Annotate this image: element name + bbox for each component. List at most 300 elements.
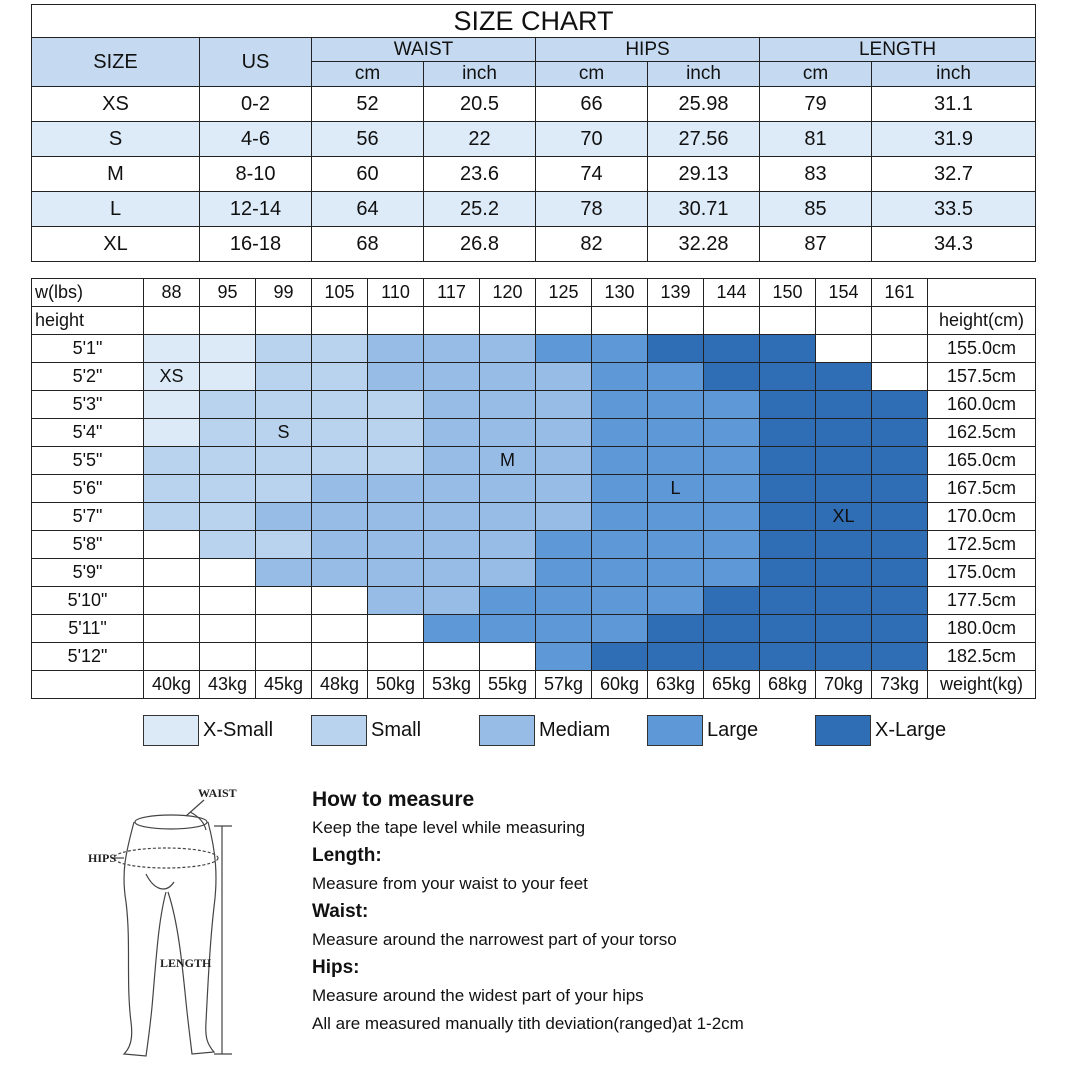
- size-fit-cell: [200, 475, 256, 503]
- size-fit-cell: [592, 615, 648, 643]
- kg-value: 50kg: [368, 671, 424, 699]
- size-fit-cell: [648, 587, 704, 615]
- empty-cell: [928, 279, 1036, 307]
- size-fit-cell: [480, 559, 536, 587]
- size-fit-cell: [648, 615, 704, 643]
- size-fit-cell: [704, 475, 760, 503]
- size-fit-cell: [256, 559, 312, 587]
- size-fit-cell: [816, 475, 872, 503]
- height-cm: 155.0cm: [928, 335, 1036, 363]
- height-cm-label: height(cm): [928, 307, 1036, 335]
- size-cell: 82: [536, 227, 648, 262]
- size-fit-cell: [480, 615, 536, 643]
- size-fit-cell: [592, 391, 648, 419]
- size-fit-cell: [256, 615, 312, 643]
- size-fit-cell: [144, 419, 200, 447]
- legend-item: [647, 714, 758, 747]
- size-fit-cell: [480, 643, 536, 671]
- size-fit-cell: [760, 587, 816, 615]
- legend-swatch: [143, 715, 199, 746]
- lbs-value: 99: [256, 279, 312, 307]
- height-row: [32, 363, 1036, 391]
- lbs-value: 117: [424, 279, 480, 307]
- hips-text: Measure around the widest part of your hips: [312, 986, 644, 1005]
- size-fit-cell: [816, 587, 872, 615]
- size-fit-cell: [200, 503, 256, 531]
- empty-cell: [872, 307, 928, 335]
- size-fit-cell: [536, 447, 592, 475]
- size-fit-cell: [704, 531, 760, 559]
- height-weight-grid: [31, 278, 1036, 699]
- size-fit-cell: [312, 531, 368, 559]
- size-fit-cell: [368, 447, 424, 475]
- size-fit-cell: [424, 559, 480, 587]
- size-fit-cell: [200, 363, 256, 391]
- legend-label: Small: [371, 719, 422, 741]
- size-fit-cell: [760, 615, 816, 643]
- size-fit-cell: [704, 503, 760, 531]
- size-row: [32, 87, 1036, 122]
- size-cell: 31.9: [872, 122, 1036, 157]
- size-cell: L: [32, 192, 200, 227]
- size-fit-cell: [816, 615, 872, 643]
- legend-swatch: [815, 715, 871, 746]
- size-fit-cell: [480, 391, 536, 419]
- size-fit-cell: [760, 503, 816, 531]
- length-figure-label: LENGTH: [160, 956, 212, 970]
- empty-cell: [424, 307, 480, 335]
- legend-item: [479, 714, 610, 747]
- lbs-value: 120: [480, 279, 536, 307]
- weight-lbs-label: w(lbs): [32, 279, 144, 307]
- size-fit-cell: [256, 447, 312, 475]
- size-fit-cell: [480, 475, 536, 503]
- lbs-value: 125: [536, 279, 592, 307]
- size-fit-cell: [536, 559, 592, 587]
- height-ft: 5'3": [32, 391, 144, 419]
- size-fit-cell: [592, 447, 648, 475]
- size-fit-cell: [200, 447, 256, 475]
- size-fit-cell: [256, 643, 312, 671]
- size-fit-cell: [312, 643, 368, 671]
- size-cell: 30.71: [648, 192, 760, 227]
- size-cell: 68: [312, 227, 424, 262]
- legend-label: Large: [707, 719, 759, 741]
- height-row: [32, 643, 1036, 671]
- size-fit-cell: [312, 363, 368, 391]
- lbs-value: 154: [816, 279, 872, 307]
- size-fit-cell: [144, 643, 200, 671]
- us-column-header: US: [200, 38, 312, 87]
- size-fit-cell: [368, 475, 424, 503]
- size-fit-cell: [200, 531, 256, 559]
- size-fit-cell: [144, 587, 200, 615]
- size-fit-cell: [760, 643, 816, 671]
- size-fit-cell: [872, 503, 928, 531]
- size-fit-cell: [536, 587, 592, 615]
- size-fit-cell: [704, 587, 760, 615]
- size-fit-cell: [592, 587, 648, 615]
- size-fit-cell: [368, 503, 424, 531]
- size-cell: 25.98: [648, 87, 760, 122]
- size-cell: 27.56: [648, 122, 760, 157]
- size-fit-cell: [536, 391, 592, 419]
- size-cell: 33.5: [872, 192, 1036, 227]
- size-fit-cell: [424, 419, 480, 447]
- size-chart-title: SIZE CHART: [32, 5, 1036, 38]
- size-fit-cell: [816, 419, 872, 447]
- size-fit-cell: [872, 335, 928, 363]
- size-fit-cell: [424, 335, 480, 363]
- height-row: [32, 503, 1036, 531]
- size-fit-cell: [872, 363, 928, 391]
- kg-value: 40kg: [144, 671, 200, 699]
- size-cell: 74: [536, 157, 648, 192]
- height-row: [32, 531, 1036, 559]
- lbs-value: 161: [872, 279, 928, 307]
- height-ft: 5'12": [32, 643, 144, 671]
- size-fit-cell: [368, 615, 424, 643]
- empty-cell: [536, 307, 592, 335]
- size-fit-cell: [872, 559, 928, 587]
- size-cell: 23.6: [424, 157, 536, 192]
- waist-title: Waist:: [312, 901, 369, 922]
- empty-cell: [816, 307, 872, 335]
- size-fit-cell: [704, 363, 760, 391]
- size-row: [32, 192, 1036, 227]
- size-fit-cell: [144, 391, 200, 419]
- legend-swatch: [647, 715, 703, 746]
- size-fit-cell: [368, 531, 424, 559]
- size-cell: 87: [760, 227, 872, 262]
- length-text: Measure from your waist to your feet: [312, 874, 588, 893]
- empty-cell: [312, 307, 368, 335]
- height-row: [32, 447, 1036, 475]
- size-cell: 16-18: [200, 227, 312, 262]
- legend-label: X-Small: [203, 719, 274, 741]
- size-cell: 56: [312, 122, 424, 157]
- size-fit-cell: [144, 615, 200, 643]
- size-fit-cell: [592, 503, 648, 531]
- size-fit-cell: [648, 503, 704, 531]
- legend-item: [815, 714, 946, 747]
- size-fit-cell: [200, 419, 256, 447]
- size-fit-cell: [592, 363, 648, 391]
- size-fit-cell: [592, 531, 648, 559]
- size-fit-cell: [648, 335, 704, 363]
- size-cell: 4-6: [200, 122, 312, 157]
- size-fit-cell: [816, 447, 872, 475]
- length-column-header: LENGTH: [760, 38, 1036, 62]
- height-cm: 180.0cm: [928, 615, 1036, 643]
- size-cell: 31.1: [872, 87, 1036, 122]
- how-to-measure-title: How to measure: [312, 788, 475, 811]
- size-fit-cell: [872, 587, 928, 615]
- size-fit-cell: [536, 643, 592, 671]
- size-fit-cell: [424, 363, 480, 391]
- size-cell: 60: [312, 157, 424, 192]
- size-fit-cell: [816, 391, 872, 419]
- size-fit-cell: [816, 531, 872, 559]
- size-fit-cell: [200, 587, 256, 615]
- size-fit-cell: [200, 391, 256, 419]
- lbs-value: 110: [368, 279, 424, 307]
- size-fit-cell: [760, 391, 816, 419]
- size-fit-cell: [648, 447, 704, 475]
- size-cell: 12-14: [200, 192, 312, 227]
- height-row: [32, 615, 1036, 643]
- height-row: [32, 475, 1036, 503]
- size-fit-cell: [368, 363, 424, 391]
- height-row: [32, 419, 1036, 447]
- size-fit-cell: [648, 531, 704, 559]
- empty-cell: [592, 307, 648, 335]
- kg-value: 43kg: [200, 671, 256, 699]
- how-to-measure: [312, 786, 1032, 1038]
- size-fit-cell: [424, 587, 480, 615]
- lbs-value: 144: [704, 279, 760, 307]
- size-fit-cell: [424, 615, 480, 643]
- size-fit-cell: [424, 447, 480, 475]
- size-fit-cell: [424, 643, 480, 671]
- size-cell: XL: [32, 227, 200, 262]
- unit-header: cm: [312, 62, 424, 87]
- size-fit-cell: [256, 587, 312, 615]
- size-fit-cell: [872, 475, 928, 503]
- size-fit-cell: [760, 363, 816, 391]
- size-fit-cell: [312, 615, 368, 643]
- size-fit-cell: [536, 531, 592, 559]
- size-fit-cell: [312, 447, 368, 475]
- size-fit-cell: [200, 643, 256, 671]
- size-fit-cell: [872, 419, 928, 447]
- size-fit-cell: [760, 559, 816, 587]
- size-fit-cell: [592, 335, 648, 363]
- height-ft: 5'4": [32, 419, 144, 447]
- empty-cell: [704, 307, 760, 335]
- height-ft: 5'5": [32, 447, 144, 475]
- size-column-header: SIZE: [32, 38, 200, 87]
- size-marker: L: [648, 475, 704, 503]
- size-fit-cell: [144, 475, 200, 503]
- unit-header: cm: [760, 62, 872, 87]
- legend-label: Mediam: [539, 719, 611, 741]
- size-fit-cell: [704, 391, 760, 419]
- size-cell: 81: [760, 122, 872, 157]
- height-row: [32, 587, 1036, 615]
- size-fit-cell: [312, 475, 368, 503]
- size-fit-cell: [760, 531, 816, 559]
- kg-value: 60kg: [592, 671, 648, 699]
- size-fit-cell: [480, 587, 536, 615]
- height-label: height: [32, 307, 144, 335]
- size-fit-cell: [704, 335, 760, 363]
- hips-title: Hips:: [312, 957, 360, 978]
- empty-cell: [144, 307, 200, 335]
- size-row: [32, 227, 1036, 262]
- size-fit-cell: [704, 559, 760, 587]
- size-cell: 8-10: [200, 157, 312, 192]
- height-row: [32, 335, 1036, 363]
- size-fit-cell: [480, 503, 536, 531]
- size-cell: 29.13: [648, 157, 760, 192]
- waist-column-header: WAIST: [312, 38, 536, 62]
- size-fit-cell: [760, 447, 816, 475]
- size-cell: 79: [760, 87, 872, 122]
- size-fit-cell: [704, 447, 760, 475]
- deviation-note: All are measured manually tith deviation(ranged)at 1-2cm: [312, 1014, 744, 1033]
- waist-figure-label: WAIST: [198, 786, 237, 800]
- lbs-row: [32, 279, 1036, 307]
- height-cm: 167.5cm: [928, 475, 1036, 503]
- kg-value: 45kg: [256, 671, 312, 699]
- size-fit-cell: [872, 391, 928, 419]
- empty-cell: [648, 307, 704, 335]
- legend-label: X-Large: [875, 719, 947, 741]
- height-cm: 182.5cm: [928, 643, 1036, 671]
- size-fit-cell: [536, 475, 592, 503]
- lbs-value: 95: [200, 279, 256, 307]
- size-cell: 22: [424, 122, 536, 157]
- size-fit-cell: [648, 559, 704, 587]
- size-fit-cell: [368, 587, 424, 615]
- kg-value: 48kg: [312, 671, 368, 699]
- size-fit-cell: [312, 559, 368, 587]
- legend-swatch: [479, 715, 535, 746]
- kg-row: [32, 671, 1036, 699]
- height-cm: 170.0cm: [928, 503, 1036, 531]
- size-fit-cell: [648, 391, 704, 419]
- unit-header: inch: [648, 62, 760, 87]
- size-fit-cell: [424, 391, 480, 419]
- size-fit-cell: [536, 503, 592, 531]
- lbs-value: 130: [592, 279, 648, 307]
- waist-text: Measure around the narrowest part of your torso: [312, 930, 677, 949]
- size-fit-cell: [872, 531, 928, 559]
- height-ft: 5'8": [32, 531, 144, 559]
- size-fit-cell: [536, 615, 592, 643]
- size-cell: 0-2: [200, 87, 312, 122]
- empty-cell: [368, 307, 424, 335]
- size-fit-cell: [144, 559, 200, 587]
- weight-kg-label: weight(kg): [928, 671, 1036, 699]
- height-cm: 165.0cm: [928, 447, 1036, 475]
- size-fit-cell: [368, 391, 424, 419]
- size-fit-cell: [592, 419, 648, 447]
- size-cell: 20.5: [424, 87, 536, 122]
- size-fit-cell: [816, 363, 872, 391]
- size-fit-cell: [368, 335, 424, 363]
- size-cell: M: [32, 157, 200, 192]
- size-marker: S: [256, 419, 312, 447]
- size-fit-cell: [144, 447, 200, 475]
- size-fit-cell: [424, 475, 480, 503]
- height-cm: 162.5cm: [928, 419, 1036, 447]
- legend-item: [143, 714, 273, 747]
- size-cell: S: [32, 122, 200, 157]
- size-fit-cell: [704, 419, 760, 447]
- size-fit-cell: [760, 475, 816, 503]
- kg-value: 73kg: [872, 671, 928, 699]
- size-cell: 26.8: [424, 227, 536, 262]
- size-cell: 32.28: [648, 227, 760, 262]
- height-row: [32, 559, 1036, 587]
- height-cm: 172.5cm: [928, 531, 1036, 559]
- size-fit-cell: [480, 531, 536, 559]
- legend-item: [311, 714, 421, 747]
- size-fit-cell: [312, 503, 368, 531]
- size-fit-cell: [200, 559, 256, 587]
- size-fit-cell: [424, 531, 480, 559]
- size-fit-cell: [368, 643, 424, 671]
- empty-cell: [32, 671, 144, 699]
- size-fit-cell: [648, 363, 704, 391]
- size-fit-cell: [256, 363, 312, 391]
- hips-figure-label: HIPS: [88, 851, 117, 865]
- kg-value: 70kg: [816, 671, 872, 699]
- size-fit-cell: [368, 419, 424, 447]
- size-fit-cell: [480, 419, 536, 447]
- size-fit-cell: [312, 391, 368, 419]
- size-fit-cell: [872, 615, 928, 643]
- size-fit-cell: [368, 559, 424, 587]
- size-cell: 70: [536, 122, 648, 157]
- size-cell: 34.3: [872, 227, 1036, 262]
- intro-text: Keep the tape level while measuring: [312, 818, 586, 837]
- size-chart-table: [31, 4, 1036, 262]
- size-cell: 64: [312, 192, 424, 227]
- size-fit-cell: [816, 643, 872, 671]
- size-fit-cell: [816, 559, 872, 587]
- size-row: [32, 122, 1036, 157]
- length-title: Length:: [312, 845, 382, 866]
- size-marker: XS: [144, 363, 200, 391]
- height-label-row: [32, 307, 1036, 335]
- size-fit-cell: [648, 419, 704, 447]
- size-fit-cell: [144, 531, 200, 559]
- size-fit-cell: [200, 335, 256, 363]
- height-ft: 5'6": [32, 475, 144, 503]
- empty-cell: [256, 307, 312, 335]
- height-row: [32, 391, 1036, 419]
- size-marker: M: [480, 447, 536, 475]
- size-fit-cell: [144, 335, 200, 363]
- size-row: [32, 157, 1036, 192]
- size-fit-cell: [256, 475, 312, 503]
- size-fit-cell: [872, 447, 928, 475]
- height-ft: 5'2": [32, 363, 144, 391]
- size-cell: 83: [760, 157, 872, 192]
- height-cm: 157.5cm: [928, 363, 1036, 391]
- size-fit-cell: [536, 335, 592, 363]
- size-fit-cell: [760, 335, 816, 363]
- size-cell: 66: [536, 87, 648, 122]
- size-fit-cell: [312, 335, 368, 363]
- size-fit-cell: [480, 363, 536, 391]
- kg-value: 63kg: [648, 671, 704, 699]
- height-ft: 5'11": [32, 615, 144, 643]
- size-fit-cell: [592, 643, 648, 671]
- size-fit-cell: [424, 503, 480, 531]
- height-ft: 5'1": [32, 335, 144, 363]
- kg-value: 57kg: [536, 671, 592, 699]
- lbs-value: 139: [648, 279, 704, 307]
- size-cell: 52: [312, 87, 424, 122]
- empty-cell: [480, 307, 536, 335]
- size-fit-cell: [760, 419, 816, 447]
- empty-cell: [200, 307, 256, 335]
- size-fit-cell: [816, 335, 872, 363]
